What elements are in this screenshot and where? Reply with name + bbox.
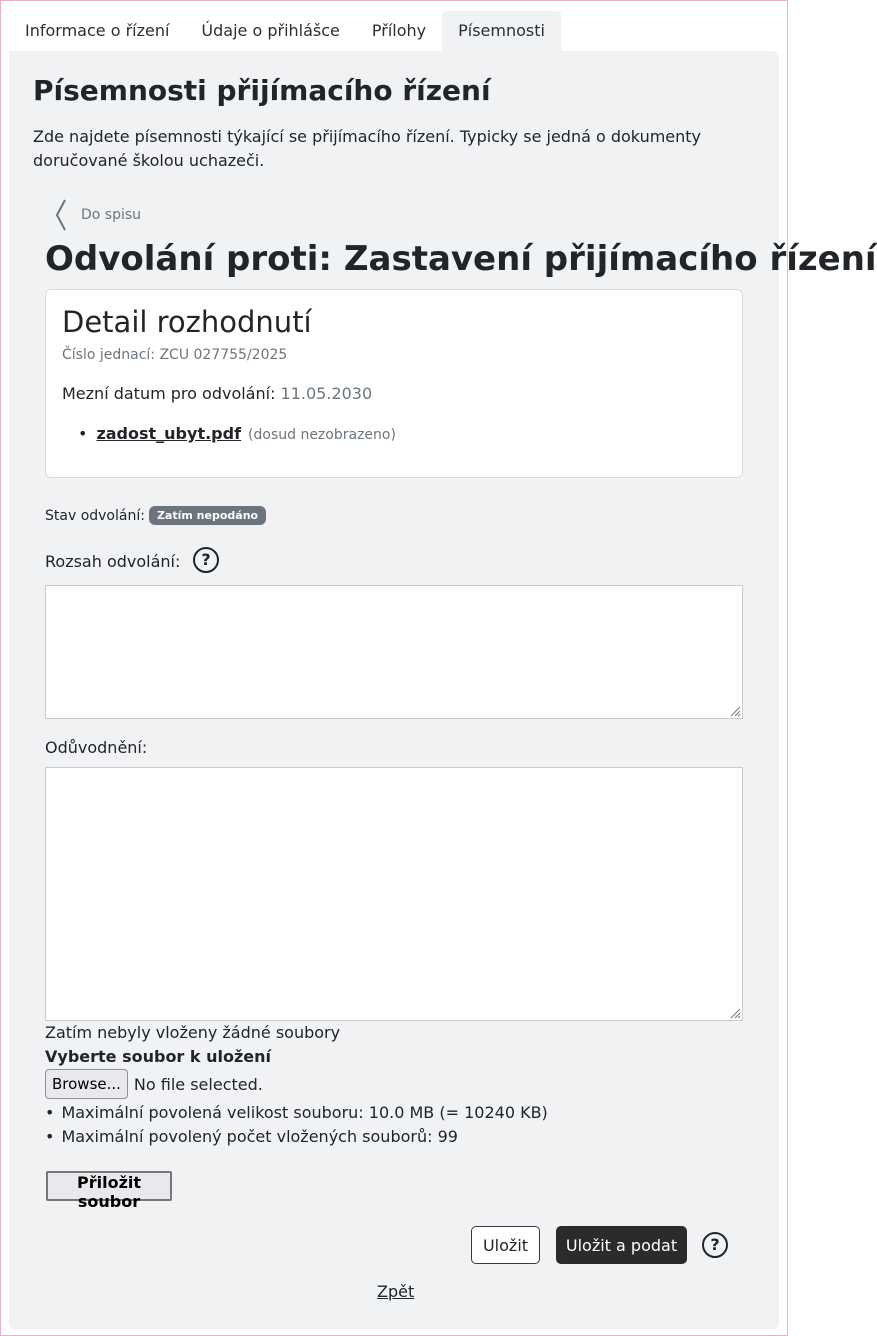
appeal-title: Odvolání proti: Zastavení přijímacího řízení [45, 239, 877, 279]
tab-udaje[interactable]: Údaje o přihlášce [201, 21, 340, 40]
tab-pisemnosti[interactable]: Písemnosti [442, 11, 561, 51]
deadline [62, 384, 372, 403]
choose-file-label: Vyberte soubor k uložení [45, 1047, 272, 1066]
resize-grip-icon[interactable] [730, 1008, 741, 1019]
tab-informace[interactable]: Informace o řízení [25, 21, 170, 40]
upload-limits [45, 1101, 548, 1149]
back-label: Do spisu [81, 207, 142, 223]
question-circle-icon[interactable]: ? [702, 1232, 728, 1258]
deadline-label: Mezní datum pro odvolání: [62, 384, 276, 403]
tab-prilohy[interactable]: Přílohy [371, 21, 427, 40]
chevron-left-icon [45, 197, 75, 233]
save-button[interactable]: Uložit [471, 1226, 540, 1264]
back-to-file-link[interactable] [45, 197, 165, 233]
list-item: • Maximální povolený počet vložených souborů: 99 [45, 1125, 548, 1149]
deadline-value: 11.05.2030 [280, 384, 373, 403]
status-label: Stav odvolání: [45, 507, 145, 524]
question-circle-icon[interactable]: ? [193, 547, 219, 573]
tab-bar [9, 11, 561, 51]
scope-textarea[interactable] [45, 585, 743, 719]
reference-number: Číslo jednací: ZCU 027755/2025 [62, 347, 288, 363]
page-description: Zde najdete písemnosti týkající se přijímacího řízení. Typicky se jedná o dokumenty doručované školou uchazeči. [33, 127, 702, 170]
list-item: • Maximální povolená velikost souboru: 10.0 MB (= 10240 KB) [45, 1101, 548, 1125]
save-and-submit-button[interactable]: Uložit a podat [556, 1226, 687, 1264]
decision-detail-card [45, 289, 743, 478]
attach-file-button[interactable]: Přiložit soubor [46, 1171, 172, 1201]
card-title: Detail rozhodnutí [62, 305, 312, 339]
no-files-text: Zatím nebyly vloženy žádné soubory [45, 1023, 341, 1042]
file-status: (dosud nezobrazeno) [248, 427, 396, 443]
file-selected-text: No file selected. [133, 1074, 263, 1094]
file-link[interactable]: zadost_ubyt.pdf [96, 424, 242, 443]
resize-grip-icon[interactable] [730, 706, 741, 717]
reason-label: Odůvodnění: [45, 738, 148, 757]
scope-label: Rozsah odvolání: [45, 552, 181, 571]
file-item: • zadost_ubyt.pdf (dosud nezobrazeno) [78, 424, 396, 443]
browse-button[interactable]: Browse... [45, 1069, 128, 1099]
reason-textarea[interactable] [45, 767, 743, 1021]
status-badge: Zatím nepodáno [149, 506, 266, 525]
appeal-status [45, 506, 266, 525]
back-link[interactable]: Zpět [377, 1282, 415, 1301]
page-title: Písemnosti přijímacího řízení [33, 74, 491, 107]
file-input [45, 1069, 263, 1099]
